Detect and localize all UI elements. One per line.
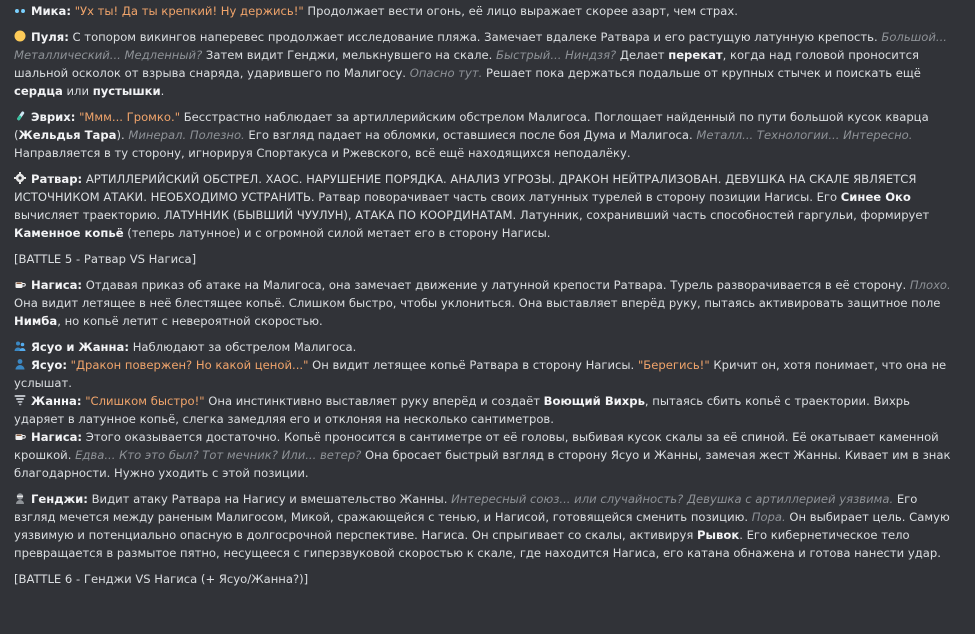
thought-text: Металл... Технологии... Интересно.: [696, 128, 913, 142]
message-text: ).: [116, 128, 129, 142]
message-text: Делает: [616, 48, 669, 62]
quote-text: "Ммм... Громко.": [79, 110, 181, 124]
bold-text: Эврих:: [31, 110, 76, 124]
coffee-icon: [14, 277, 26, 289]
bold-text: Воющий Вихрь: [543, 394, 645, 408]
chat-message: [14, 250, 954, 268]
thought-text: Большой... Металлический... Медленный?: [14, 30, 947, 62]
ninja-icon: [14, 491, 26, 503]
two-people-icon: [14, 339, 26, 351]
thought-text: Опасно тут.: [409, 66, 483, 80]
chat-message: [14, 428, 954, 482]
message-text: Кричит он, хотя понимает, что она не услышат.: [14, 358, 947, 390]
yellow-circle-icon: [14, 29, 26, 41]
message-text: Видит атаку Ратвара на Нагису и вмешательство Жанны.: [87, 492, 452, 506]
message-text: или: [62, 84, 93, 98]
message-text: Она бросает быстрый взгляд в сторону Ясуо и Жанны, замечая жест Жанны. Кивает им в знак благодарности. Нужно уходить с этой позиции.: [14, 448, 951, 480]
message-text: Продолжает вести огонь, её лицо выражает скорее азарт, чем страх.: [303, 4, 738, 18]
message-text: [BATTLE 5 - Ратвар VS Нагиса]: [14, 252, 197, 266]
message-text: Она инстинктивно выставляет руку вперёд и создаёт: [204, 394, 544, 408]
message-text: Наблюдают за обстрелом Малигоса.: [129, 340, 357, 354]
bold-text: Рывок: [697, 528, 740, 542]
message-text: . Его кибернетическое тело превращается в размытое пятно, несущееся с гиперзвуковой скоростью к скале, где находится Нагиса, его катана обнажена и готова нанести удар.: [14, 528, 941, 560]
message-text: , когда над головой проносится шальной осколок от взрыва снаряда, ударившего по Малигосу.: [14, 48, 919, 80]
bold-text: сердца: [14, 84, 63, 98]
message-text: С топором викингов наперевес продолжает исследование пляжа. Замечает вдалеке Ратвара и его растущую латунную крепость.: [68, 30, 882, 44]
bold-text: Ясуо и Жанна:: [31, 340, 130, 354]
tornado-icon: [14, 393, 26, 405]
message-text: АРТИЛЛЕРИЙСКИЙ ОБСТРЕЛ. ХАОС. НАРУШЕНИЕ ПОРЯДКА. АНАЛИЗ УГРОЗЫ. ДРАКОН НЕЙТРАЛИЗОВАН. ДЕВУШКА НА СКАЛЕ ЯВЛЯЕТСЯ ИСТОЧНИКОМ АТАКИ. НЕОБХОДИМО УСТРАНИТЬ. Ратвар поворачивает часть своих латунных турелей в сторону позиции Нагисы. Его: [14, 172, 917, 204]
coffee-icon: [14, 429, 26, 441]
chat-message: [14, 108, 954, 162]
chat-message: [14, 28, 954, 100]
person-icon: [14, 357, 26, 369]
bold-text: Нагиса:: [31, 278, 83, 292]
message-text: Бесстрастно наблюдает за артиллерийским обстрелом Малигоса. Поглощает найденный по пути большой кусок кварца (: [14, 110, 929, 142]
bold-text: Нагиса:: [31, 430, 83, 444]
quote-text: "Дракон повержен? Но какой ценой...": [70, 358, 309, 372]
chat-message: [14, 570, 954, 588]
bold-text: перекат: [668, 48, 723, 62]
bold-text: пустышки: [92, 84, 161, 98]
test-tube-icon: [14, 109, 26, 121]
thought-text: Минерал. Полезно.: [128, 128, 245, 142]
message-text: Его взгляд падает на обломки, оставшиеся после боя Дума и Малигоса.: [244, 128, 697, 142]
message-text: Затем видит Генджи, мелькнувшего на скале.: [202, 48, 497, 62]
bold-text: Мика:: [31, 4, 71, 18]
message-text: , но копьё летит с невероятной скоростью.: [57, 314, 323, 328]
chat-message: [14, 490, 954, 562]
bold-text: Жельдья Тара: [18, 128, 117, 142]
bold-text: Каменное копьё: [14, 226, 124, 240]
bold-text: Генджи:: [31, 492, 88, 506]
message-text: Отдавая приказ об атаке на Малигоса, она замечает движение у латунной крепости Ратвара. Турель разворачивается в её сторону.: [82, 278, 910, 292]
message-text: Она видит летящее в неё блестящее копьё. Слишком быстро, чтобы уклониться. Она выставляет вперёд руку, пытаясь активировать защитное поле: [14, 296, 941, 310]
quote-text: "Ух ты! Да ты крепкий! Ну держись!": [74, 4, 304, 18]
bold-text: Ясуо:: [31, 358, 67, 372]
message-text: вычисляет траекторию. ЛАТУННИК (БЫВШИЙ ЧУУЛУН), АТАКА ПО КООРДИНАТАМ. Латунник, сохранивший часть способностей гаргульи, формирует: [14, 208, 930, 222]
chat-message: [14, 2, 954, 20]
quote-text: "Слишком быстро!": [85, 394, 205, 408]
bold-text: Пуля:: [31, 30, 69, 44]
message-text: .: [160, 84, 165, 98]
bold-text: Синее Око: [840, 190, 911, 204]
message-text: Решает пока держаться подальше от крупных стычек и поискать ещё: [482, 66, 921, 80]
thought-text: Едва... Кто это был? Тот мечник? Или... ветер?: [75, 448, 362, 462]
message-text: (теперь латунное) и с огромной силой метает его в сторону Нагисы.: [123, 226, 551, 240]
bold-text: Нимба: [14, 314, 58, 328]
message-text: Его взгляд мечется между раненым Малигосом, Микой, сражающейся с тенью, и Нагисой, готовящейся сменить позицию.: [14, 492, 918, 524]
thought-text: Плохо.: [909, 278, 951, 292]
chat-message: [14, 356, 954, 392]
gear-icon: [14, 171, 26, 183]
chat-message: [14, 170, 954, 242]
message-text: Он выбирает цель. Самую уязвимую и потенциально опасную в долгосрочной перспективе. Нагиса. Он спрыгивает со скалы, активируя: [14, 510, 950, 542]
chat-message: [14, 276, 954, 330]
message-text: Направляется в ту сторону, игнорируя Спортакуса и Ржевского, всё ещё находящихся неподалёку.: [14, 146, 631, 160]
thought-text: Пора.: [751, 510, 786, 524]
chat-message: [14, 338, 954, 356]
message-text: , пытаясь сбить копьё с траектории. Вихрь ударяет в латунное копьё, слегка замедляя его и отклоняя на несколько сантиметров.: [14, 394, 910, 426]
message-text: Он видит летящее копьё Ратвара в сторону Нагисы.: [308, 358, 638, 372]
bold-text: Жанна:: [31, 394, 82, 408]
message-text: Этого оказывается достаточно. Копьё проносится в сантиметре от её головы, выбивая кусок скалы за её спиной. Её окатывает каменной крошкой.: [14, 430, 939, 462]
glasses-icon: [14, 3, 26, 15]
message-text: [BATTLE 6 - Генджи VS Нагиса (+ Ясуо/Жанна?)]: [14, 572, 309, 586]
quote-text: "Берегись!": [637, 358, 710, 372]
thought-text: Интересный союз... или случайность? Девушка с артиллерией уязвима.: [451, 492, 894, 506]
bold-text: Ратвар:: [31, 172, 83, 186]
chat-message: [14, 392, 954, 428]
thought-text: Быстрый... Ниндзя?: [496, 48, 617, 62]
